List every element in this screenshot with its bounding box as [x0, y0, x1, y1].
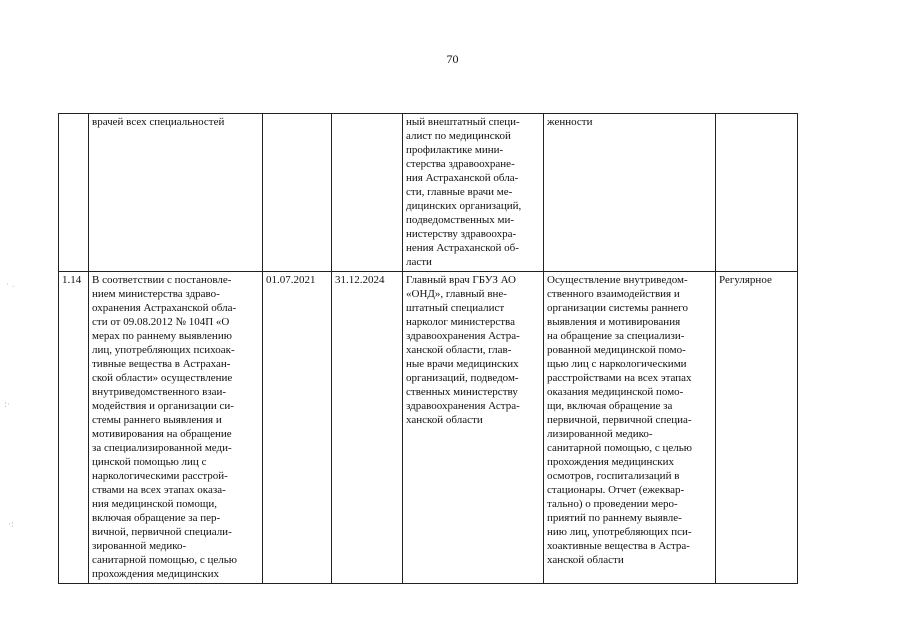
cell-type: Регулярное [716, 272, 798, 584]
margin-scan-mark: · . [6, 280, 15, 290]
margin-scan-mark: :· [4, 400, 10, 410]
cell-type [716, 114, 798, 272]
cell-end-date [332, 114, 403, 272]
margin-scan-mark: ·: [8, 520, 14, 530]
plan-table [58, 113, 798, 584]
cell-start-date [263, 114, 332, 272]
cell-number [59, 114, 89, 272]
page-number: 70 [446, 52, 459, 66]
cell-result: женности [544, 114, 716, 272]
cell-responsible: ный внештатный специ- алист по медицинской профилактике мини- стерства здравоохране- ния Астраханской обла- сти, главные врачи ме- дицинских организаций, подведомственных ми- нистерству здравоохра- нения Астраханской об- ласти [403, 114, 544, 272]
cell-result: Осуществление внутриведом- ственного взаимодействия и организации системы раннего выявления и мотивирования на обращение за специализи- рованной медицинской помо- щью лиц с наркологическими расстройствами на всех этапах оказания медицинской помо- щи, включая обращение за первичной, первичной специа- лизированной медико- санитарной помощью, с целью прохождения медицинских осмотров, госпитализаций в стационары. Отчет (ежеквар- тально) о проведении меро- приятий по раннему выявле- нию лиц, употребляющих пси- хоактивные вещества в Астра- ханской области [544, 272, 716, 584]
cell-number: 1.14 [59, 272, 89, 584]
table-row [59, 114, 798, 272]
cell-responsible: Главный врач ГБУЗ АО «ОНД», главный вне- штатный специалист нарколог министерства здравоохранения Астра- ханской области, глав- ные врачи медицинских организаций, подведом- ственных министерству здравоохранения Астра- ханской области [403, 272, 544, 584]
cell-end-date: 31.12.2024 [332, 272, 403, 584]
cell-event: В соответствии с постановле- нием министерства здраво- охранения Астраханской обла- сти от 09.08.2012 № 104П «О мерах по раннему выявлению лиц, употребляющих психоак- тивные вещества в Астрахан- ской области» осуществление внутриведомственного взаи- модействия и организации си- стемы раннего выявления и мотивирования на обращение за специализированной меди- цинской помощью лиц с наркологическими расстрой- ствами на всех этапах оказа- ния медицинской помощи, включая обращение за пер- вичной, первичной специали- зированной медико- санитарной помощью, с целью прохождения медицинских [89, 272, 263, 584]
cell-event: врачей всех специальностей [89, 114, 263, 272]
cell-start-date: 01.07.2021 [263, 272, 332, 584]
table-row [59, 272, 798, 584]
